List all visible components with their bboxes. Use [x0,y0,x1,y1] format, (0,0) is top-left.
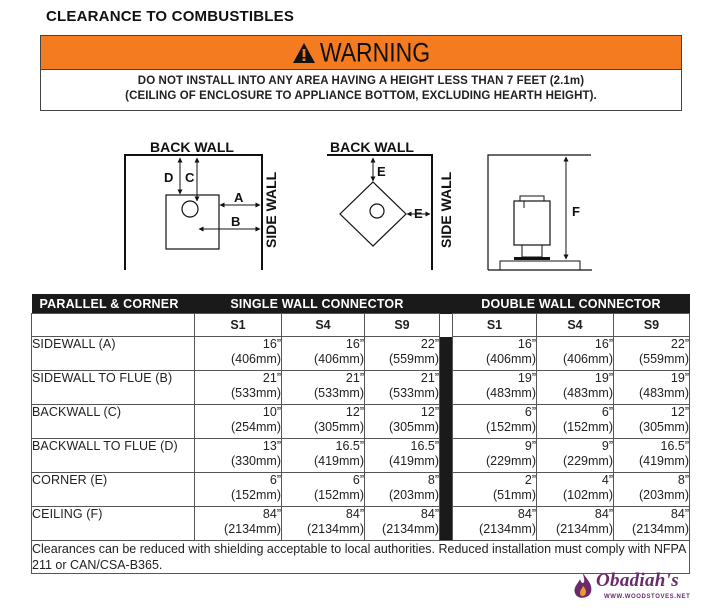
mm-value: (102mm) [562,488,613,502]
column-divider [440,439,453,473]
mm-value: (559mm) [388,352,439,366]
double-value-cell [453,439,537,473]
dim-label-a: A [234,190,244,205]
row-label: SIDEWALL TO FLUE (B) [32,371,195,405]
mm-value: (203mm) [388,488,439,502]
model-header: S4 [282,314,365,337]
dim-label-e-top: E [377,164,386,179]
flame-icon [572,572,594,602]
double-value-cell [537,371,614,405]
row-label: BACKWALL (C) [32,405,195,439]
inches-value: 13” [262,439,281,453]
column-divider [440,405,453,439]
stove-side-view [514,201,550,245]
page-title: CLEARANCE TO COMBUSTIBLES [46,8,295,25]
inches-value: 16” [262,337,281,351]
mm-value: (483mm) [485,386,536,400]
single-value-cell [365,405,440,439]
mm-value: (419mm) [313,454,364,468]
mm-value: (406mm) [485,352,536,366]
inches-value: 84” [594,507,613,521]
double-value-cell [453,405,537,439]
inches-value: 22” [670,337,689,351]
inches-value: 8” [427,473,439,487]
corner-installation-diagram [327,139,454,270]
inches-value: 9” [601,439,613,453]
mm-value: (533mm) [230,386,281,400]
brand-name: Obadiah's [596,570,679,591]
inches-value: 16” [517,337,536,351]
double-value-cell [537,507,614,541]
double-value-cell [453,337,537,371]
mm-value: (483mm) [562,386,613,400]
inches-value: 6” [524,405,536,419]
inches-value: 84” [262,507,281,521]
mm-value: (2134mm) [382,522,439,536]
inches-value: 12” [420,405,439,419]
model-header: S4 [537,314,614,337]
table-row [32,337,690,371]
inches-value: 6” [601,405,613,419]
inches-value: 16.5” [410,439,439,453]
inches-value: 19” [517,371,536,385]
double-value-cell [614,371,690,405]
single-value-cell [365,371,440,405]
mm-value: (2134mm) [632,522,689,536]
mm-value: (152mm) [230,488,281,502]
brand-url: WWW.WOODSTOVES.NET [604,594,691,600]
double-value-cell [614,507,690,541]
single-value-cell [365,507,440,541]
double-value-cell [614,473,690,507]
inches-value: 19” [594,371,613,385]
inches-value: 9” [524,439,536,453]
mm-value: (305mm) [313,420,364,434]
mm-value: (305mm) [638,420,689,434]
mm-value: (254mm) [230,420,281,434]
corner-flue-circle [370,204,384,218]
inches-value: 21” [262,371,281,385]
inches-value: 16.5” [660,439,689,453]
inches-value: 22” [420,337,439,351]
inches-value: 12” [345,405,364,419]
row-label: CEILING (F) [32,507,195,541]
stove-top-view [166,195,219,249]
single-value-cell [365,473,440,507]
row-label: CORNER (E) [32,473,195,507]
mm-value: (2134mm) [479,522,536,536]
model-header: S9 [614,314,690,337]
inches-value: 6” [269,473,281,487]
single-value-cell [365,337,440,371]
mm-value: (483mm) [638,386,689,400]
model-header: S1 [195,314,282,337]
inches-value: 8” [677,473,689,487]
dim-label-d: D [164,170,174,185]
mm-value: (203mm) [638,488,689,502]
double-value-cell [537,337,614,371]
inches-value: 84” [345,507,364,521]
mm-value: (152mm) [313,488,364,502]
inches-value: 16” [594,337,613,351]
double-value-cell [537,473,614,507]
table-row [32,439,690,473]
table-row [32,507,690,541]
mm-value: (2134mm) [556,522,613,536]
double-value-cell [614,337,690,371]
double-value-cell [537,405,614,439]
mm-value: (419mm) [638,454,689,468]
corner-back-wall-label: BACK WALL [330,139,414,155]
dim-label-f: F [572,204,580,219]
mm-value: (533mm) [388,386,439,400]
inches-value: 21” [345,371,364,385]
double-value-cell [614,405,690,439]
inches-value: 19” [670,371,689,385]
table-row [32,405,690,439]
header-parallel-corner: PARALLEL & CORNER [32,294,195,314]
double-value-cell [453,507,537,541]
single-value-cell [195,371,282,405]
double-value-cell [453,473,537,507]
inches-value: 84” [517,507,536,521]
mm-value: (419mm) [388,454,439,468]
double-value-cell [614,439,690,473]
inches-value: 6” [352,473,364,487]
mm-value: (229mm) [485,454,536,468]
mm-value: (305mm) [388,420,439,434]
inches-value: 84” [420,507,439,521]
mm-value: (229mm) [562,454,613,468]
parallel-side-wall-label: SIDE WALL [263,171,279,248]
mm-value: (533mm) [313,386,364,400]
row-label: BACKWALL TO FLUE (D) [32,439,195,473]
model-header: S1 [453,314,537,337]
warning-word: WARNING [319,36,431,68]
dim-label-c: C [185,170,195,185]
mm-value: (406mm) [313,352,364,366]
double-value-cell [537,439,614,473]
column-divider [440,473,453,507]
mm-value: (2134mm) [307,522,364,536]
mm-value: (2134mm) [224,522,281,536]
mm-value: (559mm) [638,352,689,366]
single-value-cell [282,439,365,473]
double-value-cell [453,371,537,405]
single-value-cell [365,439,440,473]
inches-value: 2” [524,473,536,487]
mm-value: (152mm) [485,420,536,434]
header-single-wall: SINGLE WALL CONNECTOR [195,294,440,314]
column-divider [440,371,453,405]
model-header: S9 [365,314,440,337]
single-value-cell [195,473,282,507]
row-label: SIDEWALL (A) [32,337,195,371]
stove-corner-view [340,182,406,246]
table-footnote: Clearances can be reduced with shielding acceptable to local authorities. Reduced installation must comply with NFPA 211 or CAN/CSA-B365. [32,541,690,574]
inches-value: 16.5” [335,439,364,453]
flue-circle [182,201,198,217]
inches-value: 84” [670,507,689,521]
single-value-cell [282,473,365,507]
dim-label-e-side: E [414,206,423,221]
single-value-cell [195,405,282,439]
mm-value: (330mm) [230,454,281,468]
parallel-back-wall-label: BACK WALL [150,139,234,155]
dim-label-b: B [231,214,241,229]
mm-value: (51mm) [492,488,536,502]
clearance-table [31,294,690,574]
brand-logo [562,570,702,606]
ceiling-clearance-diagram [488,155,592,270]
single-value-cell [282,337,365,371]
single-value-cell [282,507,365,541]
table-row [32,473,690,507]
column-divider [440,507,453,541]
inches-value: 4” [601,473,613,487]
single-value-cell [195,439,282,473]
mm-value: (406mm) [562,352,613,366]
corner-side-wall-label: SIDE WALL [438,171,454,248]
mm-value: (152mm) [562,420,613,434]
warning-line-1: DO NOT INSTALL INTO ANY AREA HAVING A HEIGHT LESS THAN 7 FEET (2.1m) [137,75,585,87]
inches-value: 12” [670,405,689,419]
single-value-cell [195,507,282,541]
table-row [32,371,690,405]
mm-value: (406mm) [230,352,281,366]
parallel-installation-diagram [125,139,279,270]
warning-line-2: (CEILING OF ENCLOSURE TO APPLIANCE BOTTOM, EXCLUDING HEARTH HEIGHT). [125,90,597,102]
single-value-cell [282,371,365,405]
header-double-wall: DOUBLE WALL CONNECTOR [453,294,690,314]
single-value-cell [195,337,282,371]
inches-value: 16” [345,337,364,351]
inches-value: 10” [262,405,281,419]
inches-value: 21” [420,371,439,385]
column-divider [440,337,453,371]
single-value-cell [282,405,365,439]
